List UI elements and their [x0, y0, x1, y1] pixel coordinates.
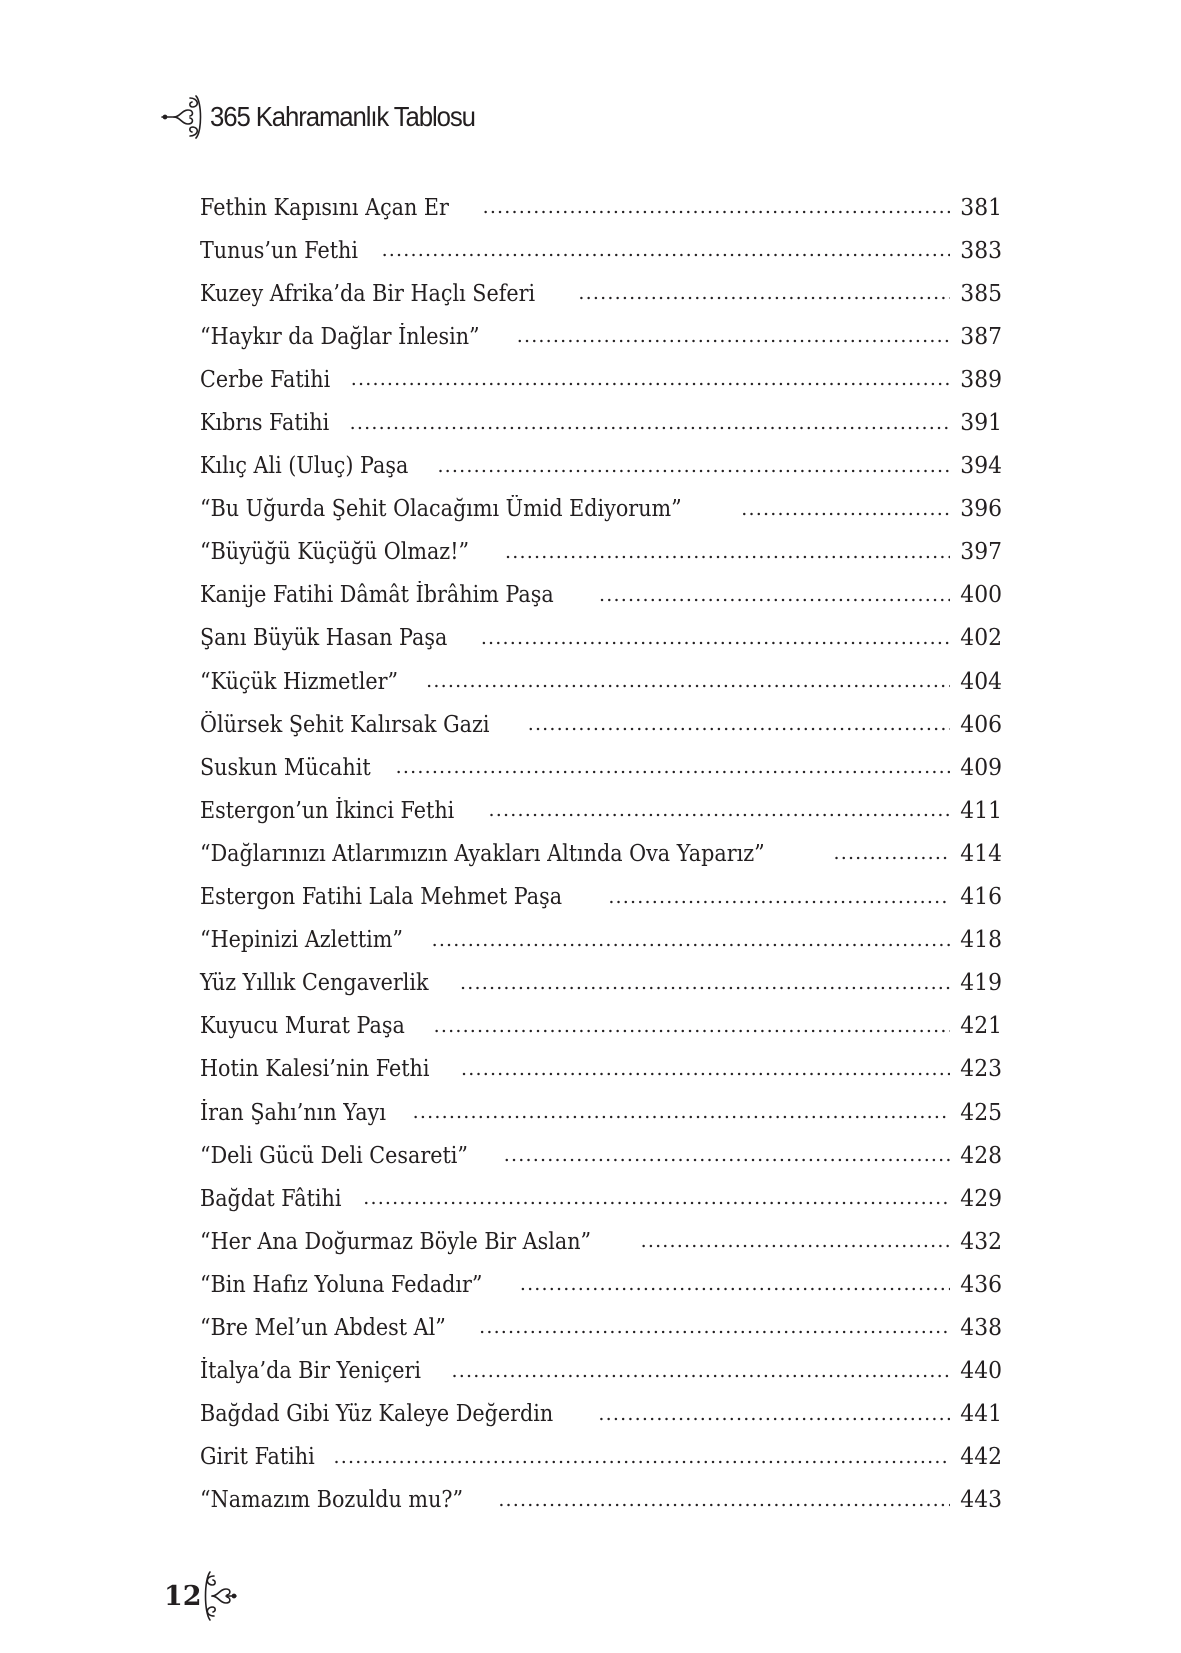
toc-entry-title: “Haykır da Dağlar İnlesin”: [200, 323, 480, 350]
toc-entry-page: 425: [960, 1099, 1002, 1126]
toc-entry-title: Kıbrıs Fatihi: [200, 410, 330, 437]
dot-leader: [396, 758, 950, 777]
toc-entry-page: 397: [960, 539, 1002, 566]
toc-entry: [200, 1091, 1002, 1134]
toc-entry-title: Girit Fatihi: [200, 1444, 315, 1471]
toc-entry-page: 428: [960, 1142, 1002, 1169]
toc-entry: [200, 832, 1002, 875]
toc-entry-title: Estergon’un İkinci Fethi: [200, 797, 455, 824]
toc-entry: [200, 703, 1002, 746]
dot-leader: [520, 1275, 950, 1294]
dot-leader: [437, 457, 950, 476]
toc-entry-title: “Namazım Bozuldu mu?”: [200, 1487, 464, 1514]
toc-entry: [200, 358, 1002, 401]
toc-entry-title: Kanije Fatihi Dâmât İbrâhim Paşa: [200, 582, 554, 609]
toc-entry: [200, 1048, 1002, 1091]
toc-entry-page: 381: [960, 194, 1002, 221]
dot-leader: [608, 888, 950, 907]
toc-entry-page: 436: [960, 1271, 1002, 1298]
toc-entry-title: İtalya’da Bir Yeniçeri: [200, 1358, 421, 1385]
toc-entry-page: 442: [960, 1444, 1002, 1471]
toc-entry: [200, 488, 1002, 531]
dot-leader: [334, 1448, 950, 1467]
toc-entry: [200, 1263, 1002, 1306]
toc-entry-title: Kuzey Afrika’da Bir Haçlı Seferi: [200, 280, 536, 307]
dot-leader: [350, 414, 950, 433]
toc-entry: [200, 746, 1002, 789]
toc-entry-title: “Bu Uğurda Şehit Olacağımı Ümid Ediyorum”: [200, 496, 682, 523]
toc-entry: [200, 919, 1002, 962]
dot-leader: [460, 974, 950, 993]
toc-entry-page: 385: [960, 280, 1002, 307]
toc-entry: [200, 272, 1002, 315]
toc-entry-title: Kuyucu Murat Paşa: [200, 1013, 405, 1040]
toc-entry: [200, 1005, 1002, 1048]
toc-entry: [200, 1220, 1002, 1263]
toc-entry-page: 432: [960, 1228, 1002, 1255]
dot-leader: [517, 327, 950, 346]
dot-leader: [505, 543, 950, 562]
toc-entry-title: “Büyüğü Küçüğü Olmaz!”: [200, 539, 470, 566]
toc-entry: [200, 531, 1002, 574]
toc-entry-title: Bağdat Fâtihi: [200, 1185, 342, 1212]
toc-entry-title: Şanı Büyük Hasan Paşa: [200, 625, 448, 652]
dot-leader: [363, 1189, 950, 1208]
dot-leader: [382, 241, 950, 260]
toc-entry-page: 387: [960, 323, 1002, 350]
toc-entry-page: 441: [960, 1401, 1002, 1428]
dot-leader: [434, 1017, 950, 1036]
toc-entry-page: 411: [960, 797, 1002, 824]
toc-entry-page: 396: [960, 496, 1002, 523]
dot-leader: [578, 284, 950, 303]
toc-entry: [200, 617, 1002, 660]
toc-entry-title: “Bre Mel’un Abdest Al”: [200, 1314, 446, 1341]
toc-entry-title: “Her Ana Doğurmaz Böyle Bir Aslan”: [200, 1228, 592, 1255]
dot-leader: [498, 1491, 950, 1510]
toc-entry-title: İran Şahı’nın Yayı: [200, 1099, 386, 1126]
toc-entry: [200, 186, 1002, 229]
toc-entry-page: 391: [960, 410, 1002, 437]
toc-entry-title: “Küçük Hizmetler”: [200, 668, 399, 695]
toc-entry-title: “Dağlarınızı Atlarımızın Ayakları Altında Ova Yaparız”: [200, 840, 765, 867]
dot-leader: [351, 370, 950, 389]
dot-leader: [479, 1318, 950, 1337]
toc-entry-page: 414: [960, 840, 1002, 867]
ornament-icon: [160, 92, 204, 142]
dot-leader: [461, 1060, 950, 1079]
toc-entry: [200, 315, 1002, 358]
toc-entry-page: 423: [960, 1056, 1002, 1083]
toc-entry: [200, 1479, 1002, 1522]
running-header: [160, 92, 498, 142]
toc-entry-title: “Hepinizi Azlettim”: [200, 927, 404, 954]
dot-leader: [528, 715, 950, 734]
toc-entry: [200, 789, 1002, 832]
toc-entry-page: 443: [960, 1487, 1002, 1514]
toc-entry-page: 400: [960, 582, 1002, 609]
toc-entry-title: Hotin Kalesi’nin Fethi: [200, 1056, 430, 1083]
toc-entry-title: “Deli Gücü Deli Cesareti”: [200, 1142, 469, 1169]
dot-leader: [833, 844, 950, 863]
toc-entry-page: 440: [960, 1358, 1002, 1385]
toc-entry-page: 406: [960, 711, 1002, 738]
toc-entry-page: 402: [960, 625, 1002, 652]
dot-leader: [483, 198, 950, 217]
toc-entry-page: 438: [960, 1314, 1002, 1341]
toc-entry-page: 416: [960, 884, 1002, 911]
toc-entry-page: 389: [960, 366, 1002, 393]
dot-leader: [452, 1362, 950, 1381]
dot-leader: [598, 1405, 950, 1424]
toc-entry-title: “Bin Hafız Yoluna Fedadır”: [200, 1271, 483, 1298]
toc-entry-page: 421: [960, 1013, 1002, 1040]
page-number: 12: [164, 1580, 202, 1612]
toc-entry: [200, 962, 1002, 1005]
toc-entry: [200, 401, 1002, 444]
toc-entry: [200, 660, 1002, 703]
dot-leader: [489, 801, 950, 820]
toc-entry: [200, 1436, 1002, 1479]
dot-leader: [641, 1232, 950, 1251]
toc-entry-page: 409: [960, 754, 1002, 781]
toc-entry: [200, 876, 1002, 919]
running-header-title: 365 Kahramanlık Tablosu: [210, 101, 475, 132]
toc-entry-title: Bağdad Gibi Yüz Kaleye Değerdin: [200, 1401, 554, 1428]
toc-entry-page: 404: [960, 668, 1002, 695]
page-footer: [164, 1568, 238, 1624]
toc-entry-title: Kılıç Ali (Uluç) Paşa: [200, 453, 409, 480]
table-of-contents: [200, 186, 1002, 1522]
dot-leader: [504, 1146, 950, 1165]
toc-entry: [200, 574, 1002, 617]
toc-entry: [200, 1306, 1002, 1349]
dot-leader: [432, 931, 950, 950]
toc-entry: [200, 445, 1002, 488]
toc-entry-title: Estergon Fatihi Lala Mehmet Paşa: [200, 884, 563, 911]
toc-entry: [200, 1393, 1002, 1436]
toc-entry-page: 429: [960, 1185, 1002, 1212]
toc-entry-title: Fethin Kapısını Açan Er: [200, 194, 449, 221]
ornament-icon: [204, 1568, 238, 1624]
dot-leader: [599, 586, 950, 605]
dot-leader: [426, 672, 950, 691]
toc-entry-page: 383: [960, 237, 1002, 264]
toc-entry-title: Tunus’un Fethi: [200, 237, 359, 264]
toc-entry: [200, 1177, 1002, 1220]
toc-entry: [200, 1350, 1002, 1393]
toc-entry-title: Cerbe Fatihi: [200, 366, 331, 393]
toc-entry-page: 418: [960, 927, 1002, 954]
toc-entry-page: 419: [960, 970, 1002, 997]
dot-leader: [741, 500, 950, 519]
dot-leader: [481, 629, 950, 648]
toc-entry-page: 394: [960, 453, 1002, 480]
toc-entry-title: Suskun Mücahit: [200, 754, 371, 781]
toc-entry-title: Ölürsek Şehit Kalırsak Gazi: [200, 711, 490, 738]
toc-entry-title: Yüz Yıllık Cengaverlik: [200, 970, 429, 997]
toc-entry: [200, 1134, 1002, 1177]
toc-entry: [200, 229, 1002, 272]
dot-leader: [413, 1103, 950, 1122]
